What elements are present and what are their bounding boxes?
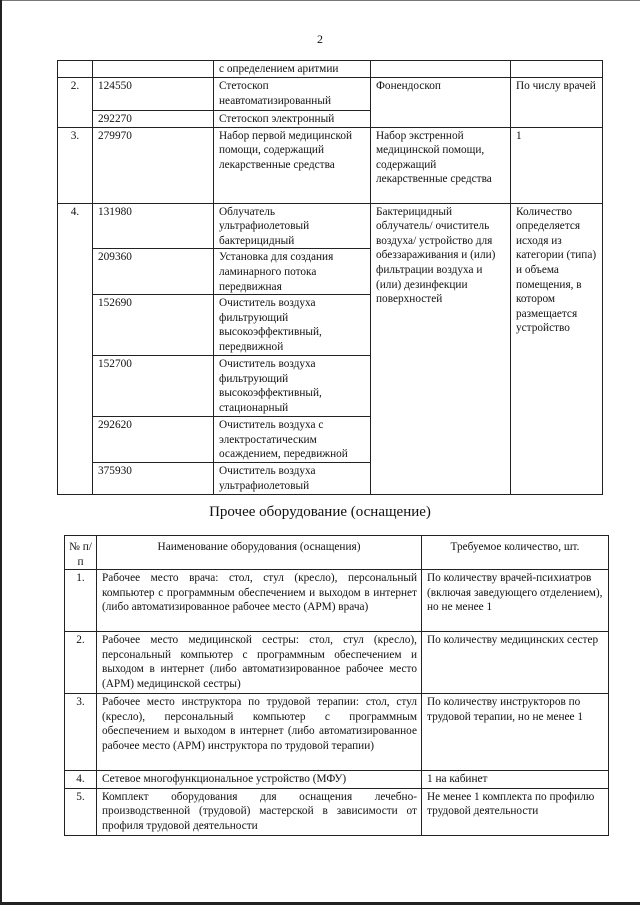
equipment-name: Набор первой медицинской помощи, содержащий лекарственные средства [214, 127, 371, 203]
row-number: 3. [65, 694, 97, 771]
equipment-quantity: По количеству медицинских сестер [422, 632, 609, 694]
table-row [65, 632, 609, 694]
equipment-quantity: По количеству инструкторов по трудовой терапии, но не менее 1 [422, 694, 609, 771]
table-cell [511, 61, 603, 78]
equipment-code: 152700 [93, 356, 214, 417]
equipment-code: 292270 [93, 111, 214, 128]
equipment-quantity: 1 на кабинет [422, 771, 609, 789]
equipment-table [57, 60, 603, 495]
row-number: 4. [65, 771, 97, 789]
equipment-name: Стетоскоп неавтоматизированный [214, 78, 371, 111]
equipment-category: Набор экстренной медицинской помощи, содержащий лекарственные средства [371, 127, 511, 203]
equipment-name: Очиститель воздуха фильтрующий высокоэффективный, стационарный [214, 356, 371, 417]
other-equipment-table [64, 535, 609, 836]
equipment-name: с определением аритмии [214, 61, 371, 78]
header-quantity: Требуемое количество, шт. [422, 536, 609, 570]
table-row [65, 694, 609, 771]
equipment-quantity: 1 [511, 127, 603, 203]
table-row [58, 78, 603, 111]
equipment-name: Комплект оборудования для оснащения лечебно-производственной (трудовой) мастерской в зависимости от профиля трудовой деятельности [97, 788, 422, 835]
equipment-category: Бактерицидный облучатель/ очиститель воздуха/ устройство для обеззараживания и (или) фильтрации воздуха и (или) дезинфекции поверхностей [371, 203, 511, 494]
equipment-name: Облучатель ультрафиолетовый бактерицидный [214, 203, 371, 249]
row-number: 3. [58, 127, 93, 203]
section-title: Прочее оборудование (оснащение) [209, 504, 431, 520]
table-cell [58, 61, 93, 78]
table-row [65, 570, 609, 632]
header-name: Наименование оборудования (оснащения) [97, 536, 422, 570]
row-number: 4. [58, 203, 93, 494]
equipment-quantity: По числу врачей [511, 78, 603, 128]
scan-edge-left [0, 0, 2, 905]
equipment-code: 124550 [93, 78, 214, 111]
table-row [65, 771, 609, 789]
equipment-quantity: Количество определяется исходя из категории (типа) и объема помещения, в котором размещается устройство [511, 203, 603, 494]
row-number: 5. [65, 788, 97, 835]
equipment-name: Очиститель воздуха с электростатическим осаждением, передвижной [214, 417, 371, 463]
equipment-name: Установка для создания ламинарного потока передвижная [214, 249, 371, 295]
scan-edge-top [0, 0, 640, 1]
row-number: 2. [65, 632, 97, 694]
equipment-code: 292620 [93, 417, 214, 463]
equipment-code: 209360 [93, 249, 214, 295]
equipment-name: Очиститель воздуха фильтрующий высокоэффективный, передвижной [214, 295, 371, 356]
table-row [65, 788, 609, 835]
equipment-code: 131980 [93, 203, 214, 249]
table-row [58, 61, 603, 78]
row-number: 1. [65, 570, 97, 632]
equipment-quantity: Не менее 1 комплекта по профилю трудовой деятельности [422, 788, 609, 835]
equipment-name: Рабочее место медицинской сестры: стол, стул (кресло), персональный компьютер с программным обеспечением и выходом в интернет (либо автоматизированное рабочее место (АРМ) медицинской сестры) [97, 632, 422, 694]
equipment-code: 279970 [93, 127, 214, 203]
table-header-row [65, 536, 609, 570]
header-number: № п/п [65, 536, 97, 570]
equipment-name: Рабочее место врача: стол, стул (кресло), персональный компьютер с программным обеспечением и выходом в интернет (либо автоматизированное рабочее место (АРМ) врача) [97, 570, 422, 632]
equipment-name: Стетоскоп электронный [214, 111, 371, 128]
page-number: 2 [317, 32, 323, 46]
equipment-name: Сетевое многофункциональное устройство (МФУ) [97, 771, 422, 789]
equipment-code: 152690 [93, 295, 214, 356]
table-cell [371, 61, 511, 78]
row-number: 2. [58, 78, 93, 128]
table-row [58, 203, 603, 249]
table-cell [93, 61, 214, 78]
equipment-category: Фонендоскоп [371, 78, 511, 128]
equipment-quantity: По количеству врачей-психиатров (включая заведующего отделением), но не менее 1 [422, 570, 609, 632]
table-row [58, 127, 603, 203]
equipment-name: Рабочее место инструктора по трудовой терапии: стол, стул (кресло), персональный компьютер с программным обеспечением и выходом в интернет (либо автоматизированное рабочее место (АРМ) инструктора по трудовой терапии) [97, 694, 422, 771]
equipment-code: 375930 [93, 462, 214, 494]
equipment-name: Очиститель воздуха ультрафиолетовый [214, 462, 371, 494]
